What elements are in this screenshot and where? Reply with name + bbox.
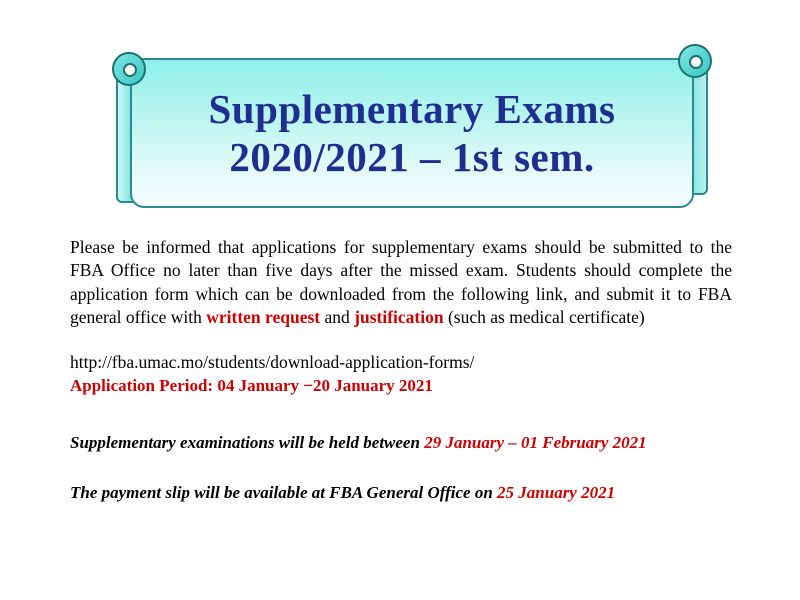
application-period-text: Application Period: 04 January −20 January 2021 xyxy=(70,375,433,395)
scroll-curl-left-icon xyxy=(112,52,146,86)
exam-schedule-dates: 29 January – 01 February 2021 xyxy=(424,432,647,452)
intro-paragraph xyxy=(70,236,732,329)
highlight-justification: justification xyxy=(354,306,444,327)
banner-title-line-1: Supplementary Exams xyxy=(208,85,616,132)
payment-slip-statement xyxy=(70,482,732,505)
intro-text-part-1: Please be informed that applications for supplementary exams should be submitted to the FBA Office no later than five days after the missed exam. Students should complete the application form which can be downloaded from the following link, and submit it to FBA general office with xyxy=(70,237,732,327)
announcement-content xyxy=(70,236,732,522)
intro-text-part-3: (such as medical certificate) xyxy=(443,306,645,327)
link-block xyxy=(70,351,732,398)
payment-slip-date: 25 January 2021 xyxy=(497,482,616,502)
announcement-banner xyxy=(108,36,716,211)
exam-schedule-statement xyxy=(70,432,732,455)
banner-body xyxy=(130,58,694,208)
banner-title-line-2: 2020/2021 – 1st sem. xyxy=(229,134,595,180)
application-form-link[interactable]: http://fba.umac.mo/students/download-application-forms/ xyxy=(70,352,475,373)
payment-slip-prefix: The payment slip will be available at FBA General Office on xyxy=(70,482,498,502)
highlight-written-request: written request xyxy=(206,306,321,327)
scroll-curl-right-icon xyxy=(678,44,712,78)
exam-schedule-prefix: Supplementary examinations will be held between xyxy=(70,432,425,452)
intro-text-part-2: and xyxy=(320,306,355,327)
